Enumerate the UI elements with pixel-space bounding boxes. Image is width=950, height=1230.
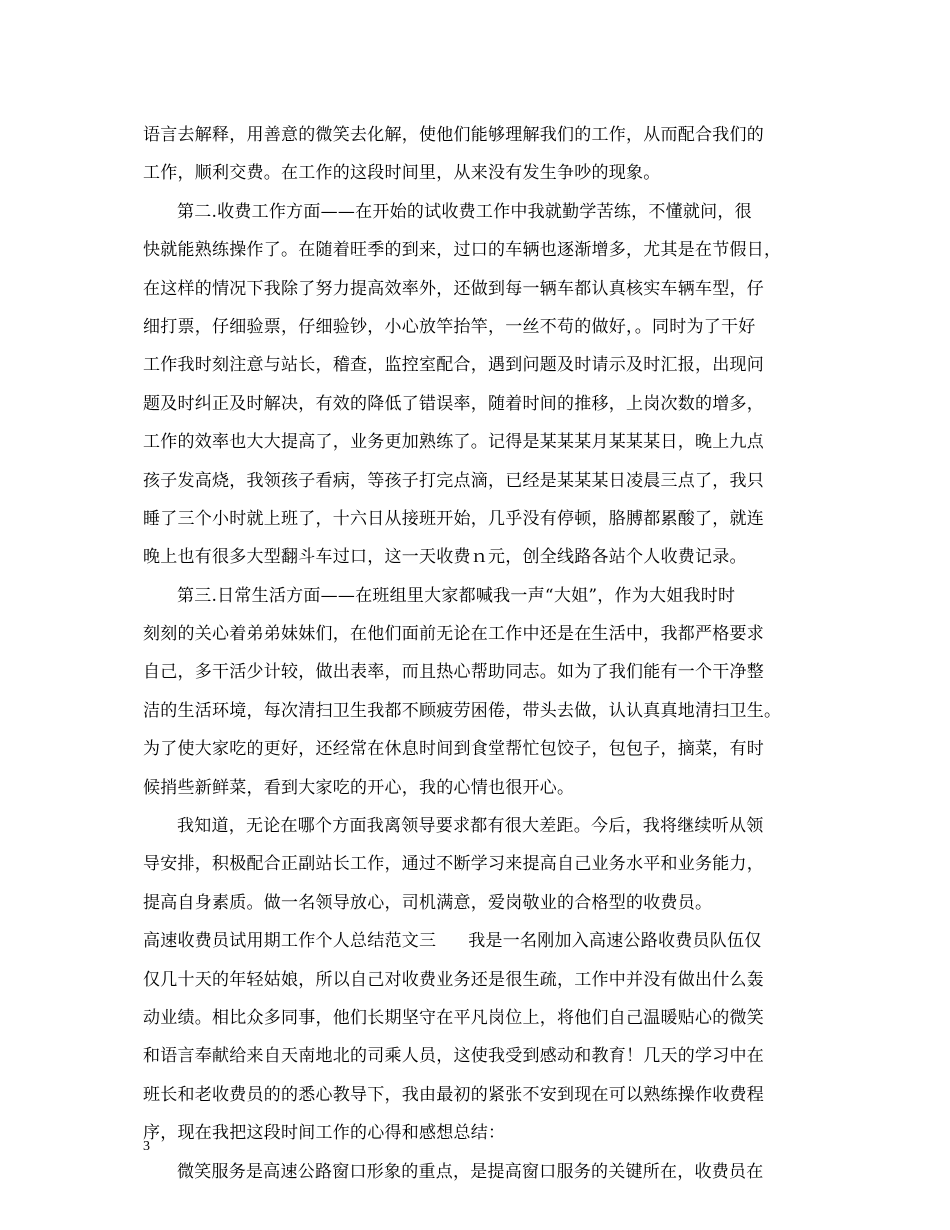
paragraph-block <box>143 116 823 922</box>
text-line: 候捎些新鲜菜，看到大家吃的开心，我的心情也很开心。 <box>143 777 575 798</box>
paragraph-block <box>143 961 823 1191</box>
section-heading-line <box>143 922 823 960</box>
text-line: 导安排，积极配合正副站长工作，通过不断学习来提高自己业务水平和业务能力， <box>143 854 764 875</box>
text-line: 第二.收费工作方面——在开始的试收费工作中我就勤学苦练，不懂就问，很 <box>177 201 752 222</box>
text-line: 微笑服务是高速公路窗口形象的重点，是提高窗口服务的关键所在，收费员在 <box>177 1161 764 1182</box>
text-line: 我知道，无论在哪个方面我离领导要求都有很大差距。今后，我将继续听从领 <box>177 816 764 837</box>
text-line: 和语言奉献给来自天南地北的司乘人员，这使我受到感动和教育！几天的学习中在 <box>143 1046 764 1067</box>
page-number: 3 <box>143 1139 150 1154</box>
text-line: 洁的生活环境，每次清扫卫生我都不顾疲劳困倦，带头去做，认认真真地清扫卫生。 <box>143 700 782 721</box>
text-line: 工作我时刻注意与站长，稽查，监控室配合，遇到问题及时请示及时汇报，出现问 <box>143 355 764 376</box>
text-line: 在这样的情况下我除了努力提高效率外，还做到每一辆车都认真核实车辆车型，仔 <box>143 278 764 299</box>
text-line: 序，现在我把这段时间工作的心得和感想总结： <box>143 1123 506 1144</box>
text-line: 为了使大家吃的更好，还经常在休息时间到食堂帮忙包饺子，包包子，摘菜，有时 <box>143 739 764 760</box>
text-line: 细打票，仔细验票，仔细验钞，小心放竿抬竿，一丝不苟的做好，。同时为了干好 <box>143 316 756 337</box>
text-line: 题及时纠正及时解决，有效的降低了错误率，随着时间的推移，上岗次数的增多， <box>143 393 764 414</box>
text-line: 工作，顺利交费。在工作的这段时间里，从来没有发生争吵的现象。 <box>143 163 661 184</box>
text-line: 孩子发高烧，我领孩子看病，等孩子打完点滴，已经是某某某日凌晨三点了，我只 <box>143 470 764 491</box>
text-line: 睡了三个小时就上班了，十六日从接班开始，几乎没有停顿，胳膊都累酸了，就连 <box>143 508 764 529</box>
text-line: 提高自身素质。做一名领导放心，司机满意，爱岗敬业的合格型的收费员。 <box>143 892 713 913</box>
text-line: 工作的效率也大大提高了，业务更加熟练了。记得是某某某月某某某日，晚上九点 <box>143 432 764 453</box>
document-body <box>143 116 823 1191</box>
text-line: 仅几十天的年轻姑娘，所以自己对收费业务还是很生疏，工作中并没有做出什么轰 <box>143 969 764 990</box>
text-line: 第三.日常生活方面——在班组里大家都喊我一声“大姐”，作为大姐我时时 <box>177 585 736 606</box>
text-line: 自己，多干活少计较，做出表率，而且热心帮助同志。如为了我们能有一个干净整 <box>143 662 764 683</box>
section-title: 高速收费员试用期工作个人总结范文三 <box>143 931 437 952</box>
text-line: 晚上也有很多大型翻斗车过口，这一天收费ｎ元，创全线路各站个人收费记录。 <box>143 547 747 568</box>
text-line: 刻刻的关心着弟弟妹妹们，在他们面前无论在工作中还是在生活中，我都严格要求 <box>143 624 764 645</box>
section-intro-text: 我是一名刚加入高速公路收费员队伍仅 <box>468 931 762 952</box>
text-line: 动业绩。相比众多同事，他们长期坚守在平凡岗位上，将他们自己温暖贴心的微笑 <box>143 1007 764 1028</box>
text-line: 快就能熟练操作了。在随着旺季的到来，过口的车辆也逐渐增多，尤其是在节假日， <box>143 240 782 261</box>
text-line: 语言去解释，用善意的微笑去化解，使他们能够理解我们的工作，从而配合我们的 <box>143 125 764 145</box>
text-line: 班长和老收费员的的悉心教导下，我由最初的紧张不安到现在可以熟练操作收费程 <box>143 1084 764 1105</box>
